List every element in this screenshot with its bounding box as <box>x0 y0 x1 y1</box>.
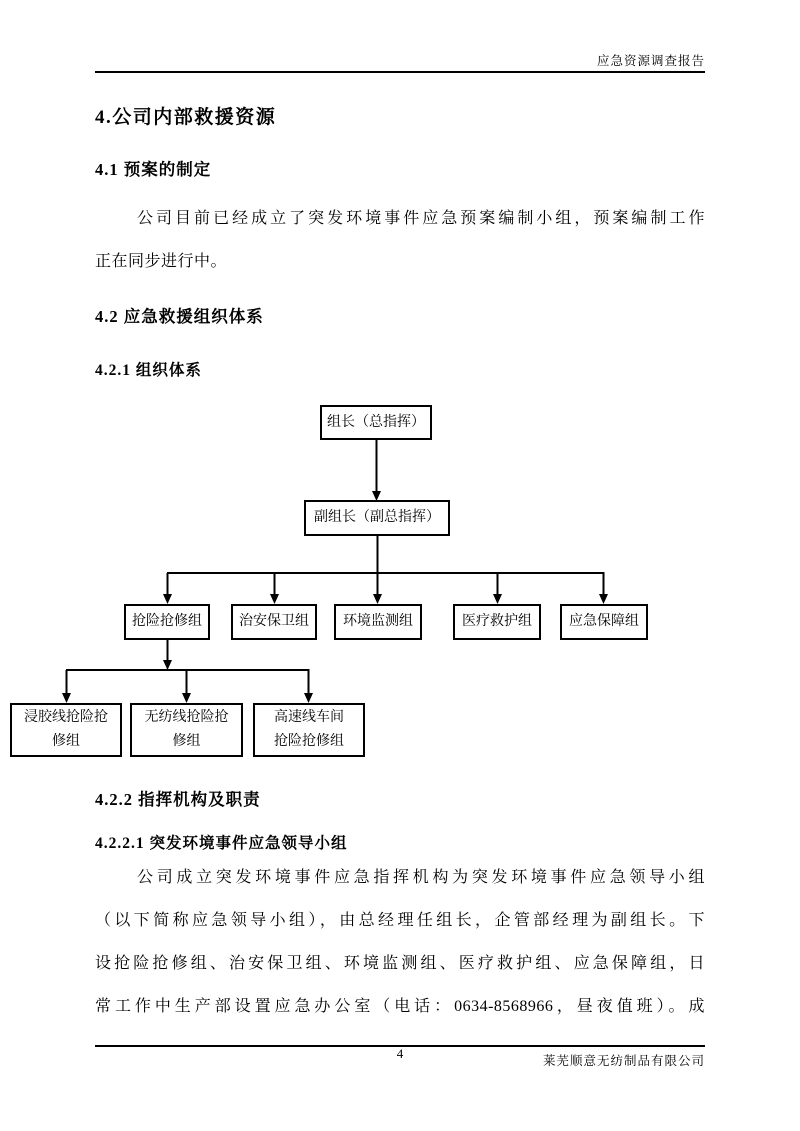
org-box-nonwoven-line-subgroup <box>130 703 243 757</box>
org-box-support-group: 应急保障组 <box>560 604 648 640</box>
org-box-rescue-repair-group: 抢险抢修组 <box>124 604 210 640</box>
org-box-line: 无纺线抢险抢 <box>144 710 229 726</box>
heading-4-2-1: 4.2.1 组织体系 <box>95 362 202 379</box>
org-box-line: 高速线车间 <box>274 710 344 726</box>
org-box-dipping-line-subgroup <box>10 703 122 757</box>
org-box-line: 浸胶线抢险抢 <box>24 710 108 726</box>
org-box-line: 抢险抢修组 <box>274 734 344 749</box>
paragraph-leading-group <box>95 856 705 1028</box>
org-box-deputy-leader: 副组长（副总指挥） <box>304 500 450 536</box>
paragraph-plan <box>95 197 705 283</box>
heading-4: 4.公司内部救援资源 <box>95 107 277 128</box>
paragraph-line: （以下简称应急领导小组），由总经理任组长，企管部经理为副组长。下 <box>95 912 705 929</box>
paragraph-line: 设抢险抢修组、治安保卫组、环境监测组、医疗救护组、应急保障组，日 <box>95 955 705 972</box>
org-box-env-monitoring-group: 环境监测组 <box>334 604 422 640</box>
heading-4-2: 4.2 应急救援组织体系 <box>95 307 264 326</box>
header-rule <box>95 71 705 73</box>
org-box-medical-group: 医疗救护组 <box>453 604 541 640</box>
header-title: 应急资源调查报告 <box>596 54 705 68</box>
page-number: 4 <box>396 1046 404 1061</box>
paragraph-line: 正在同步进行中。 <box>95 253 228 270</box>
org-box-line: 修组 <box>172 734 201 749</box>
heading-4-2-2: 4.2.2 指挥机构及职责 <box>95 790 261 809</box>
paragraph-line: 公司目前已经成立了突发环境事件应急预案编制小组，预案编制工作 <box>137 210 705 227</box>
org-box-leader: 组长（总指挥） <box>320 405 432 440</box>
org-box-line: 修组 <box>52 734 80 749</box>
heading-4-1: 4.1 预案的制定 <box>95 160 212 179</box>
org-chart <box>0 400 800 770</box>
paragraph-line: 常工作中生产部设置应急办公室（电话：0634-8568966，昼夜值班）。成 <box>95 998 705 1015</box>
heading-4-2-2-1: 4.2.2.1 突发环境事件应急领导小组 <box>95 835 348 852</box>
org-box-security-group: 治安保卫组 <box>231 604 317 640</box>
org-box-highspeed-line-subgroup <box>253 703 365 757</box>
paragraph-line: 公司成立突发环境事件应急指挥机构为突发环境事件应急领导小组 <box>137 869 705 886</box>
footer-company-name: 莱芜顺意无纺制品有限公司 <box>542 1054 705 1068</box>
